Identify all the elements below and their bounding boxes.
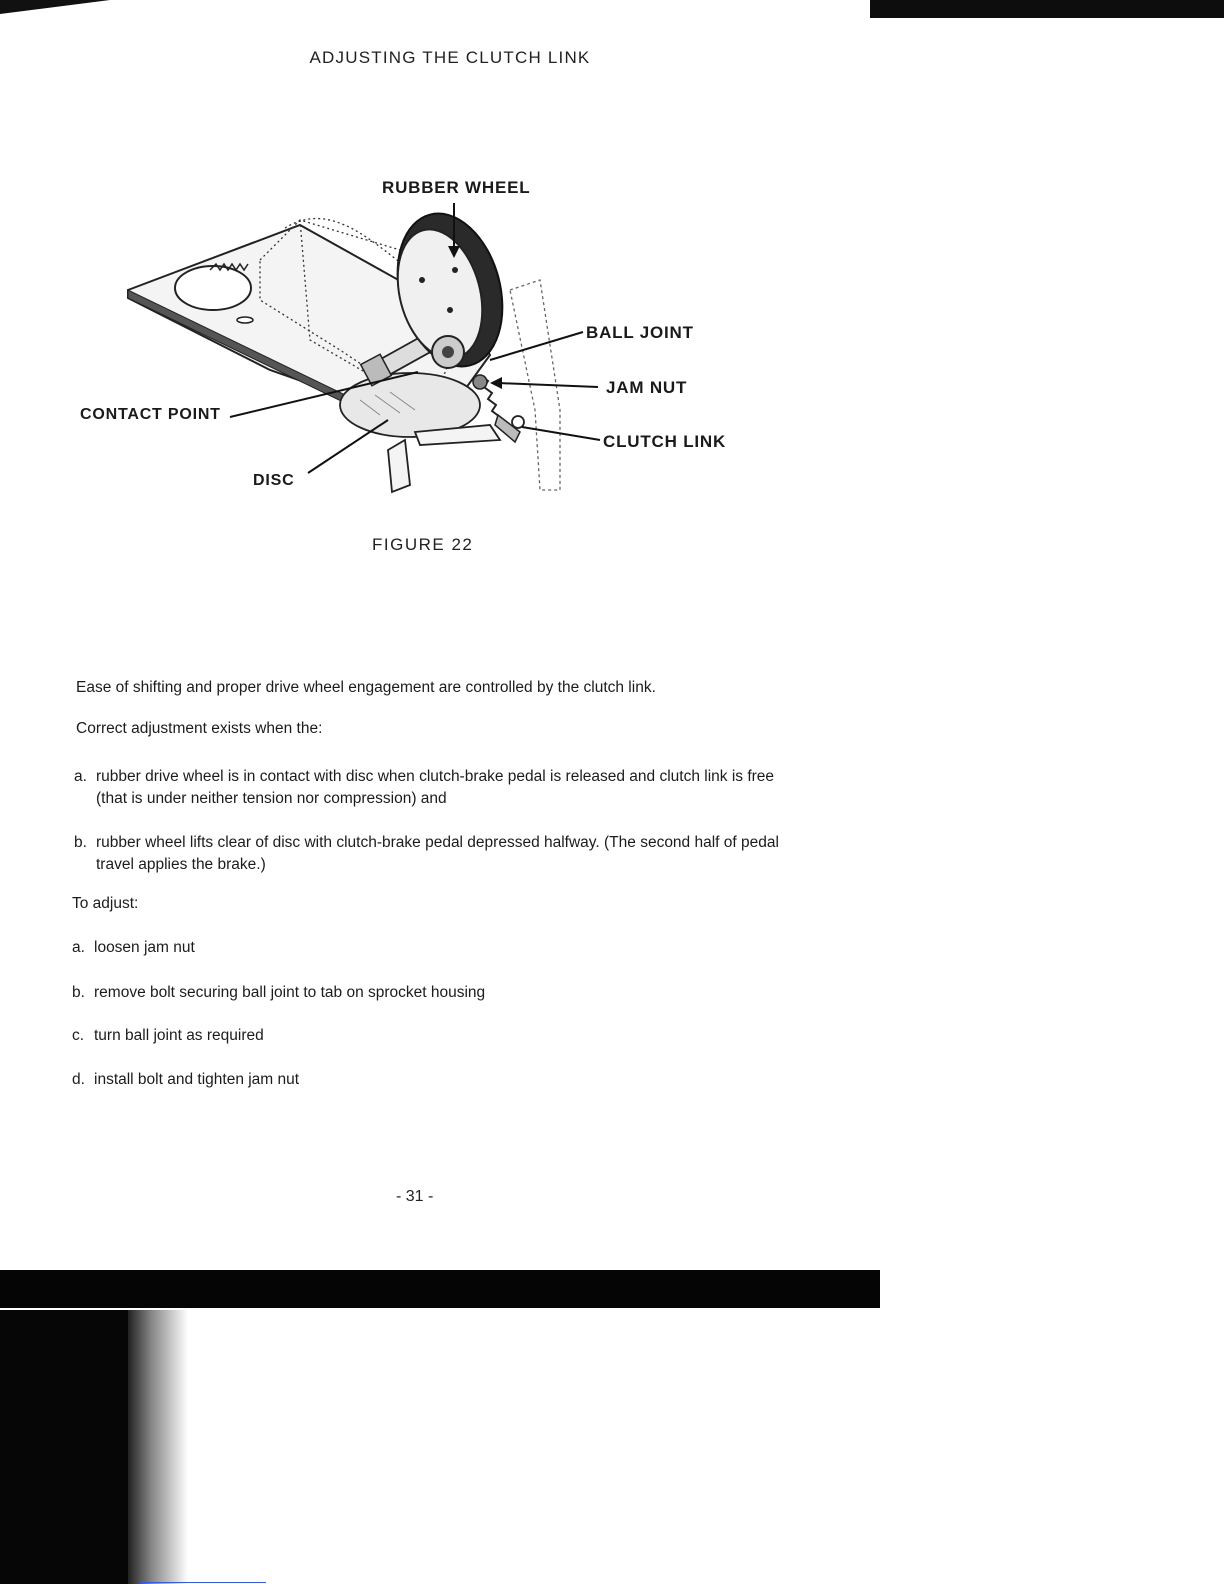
disc-leader: [308, 420, 388, 473]
plate-slot: [237, 317, 253, 323]
step-item: [72, 982, 786, 1006]
callout-clutch-link: CLUTCH LINK: [603, 432, 727, 451]
page-number: - 31 -: [396, 1188, 434, 1205]
wheel-hole-2: [452, 267, 458, 273]
step-text: loosen jam nut: [94, 939, 195, 956]
correct-heading: Correct adjustment exists when the:: [76, 720, 323, 737]
callout-jam-nut: JAM NUT: [606, 378, 688, 397]
scan-edge-bottom-fade: [128, 1310, 188, 1584]
step-letter: a.: [72, 939, 85, 956]
step-text: turn ball joint as required: [94, 1027, 264, 1044]
step-text: install bolt and tighten jam nut: [94, 1071, 300, 1088]
ball-joint-leader: [490, 332, 583, 360]
step-letter: d.: [72, 1071, 85, 1088]
figure-caption: FIGURE 22: [372, 535, 474, 554]
scan-edge-top-left: [0, 0, 110, 14]
condition-item: [74, 832, 788, 876]
clutch-link-leader: [522, 427, 600, 440]
callout-ball-joint: BALL JOINT: [586, 323, 694, 342]
step-item: [72, 1025, 786, 1049]
callout-rubber-wheel: RUBBER WHEEL: [382, 178, 531, 197]
jam-nut-leader: [498, 383, 598, 387]
adjust-heading: To adjust:: [72, 895, 139, 912]
condition-letter: a.: [74, 768, 87, 785]
callout-contact-point: CONTACT POINT: [80, 406, 221, 423]
wheel-hole-3: [447, 307, 453, 313]
callout-disc: DISC: [253, 472, 295, 489]
page-title: ADJUSTING THE CLUTCH LINK: [309, 48, 591, 67]
step-letter: b.: [72, 984, 85, 1001]
scan-edge-bottom-bar: [0, 1270, 880, 1308]
figure-22: [70, 170, 790, 530]
condition-item: [74, 766, 788, 810]
step-item: [72, 1069, 786, 1093]
condition-text: rubber wheel lifts clear of disc with clutch-brake pedal depressed halfway. (The second half of pedal travel applies the brake.): [96, 834, 779, 873]
condition-letter: b.: [74, 834, 87, 851]
scan-edge-top-right: [870, 0, 1224, 18]
clutch-assembly-illustration: [70, 170, 790, 530]
jam-nut-arrowhead: [490, 377, 502, 389]
step-letter: c.: [72, 1027, 85, 1044]
condition-text: rubber drive wheel is in contact with disc when clutch-brake pedal is released and clutch link is free (that is under neither tension nor compression) and: [96, 768, 775, 807]
step-item: [72, 937, 786, 961]
intro-paragraph: Ease of shifting and proper drive wheel engagement are controlled by the clutch link.: [76, 679, 656, 696]
rubber-wheel-bolt: [442, 346, 454, 358]
step-text: remove bolt securing ball joint to tab on sprocket housing: [94, 984, 486, 1001]
plate-hole: [175, 266, 251, 310]
jam-nut-shape: [473, 375, 487, 389]
bracket: [388, 440, 410, 492]
scan-blue-line: [140, 1582, 266, 1583]
wheel-hole-1: [419, 277, 425, 283]
